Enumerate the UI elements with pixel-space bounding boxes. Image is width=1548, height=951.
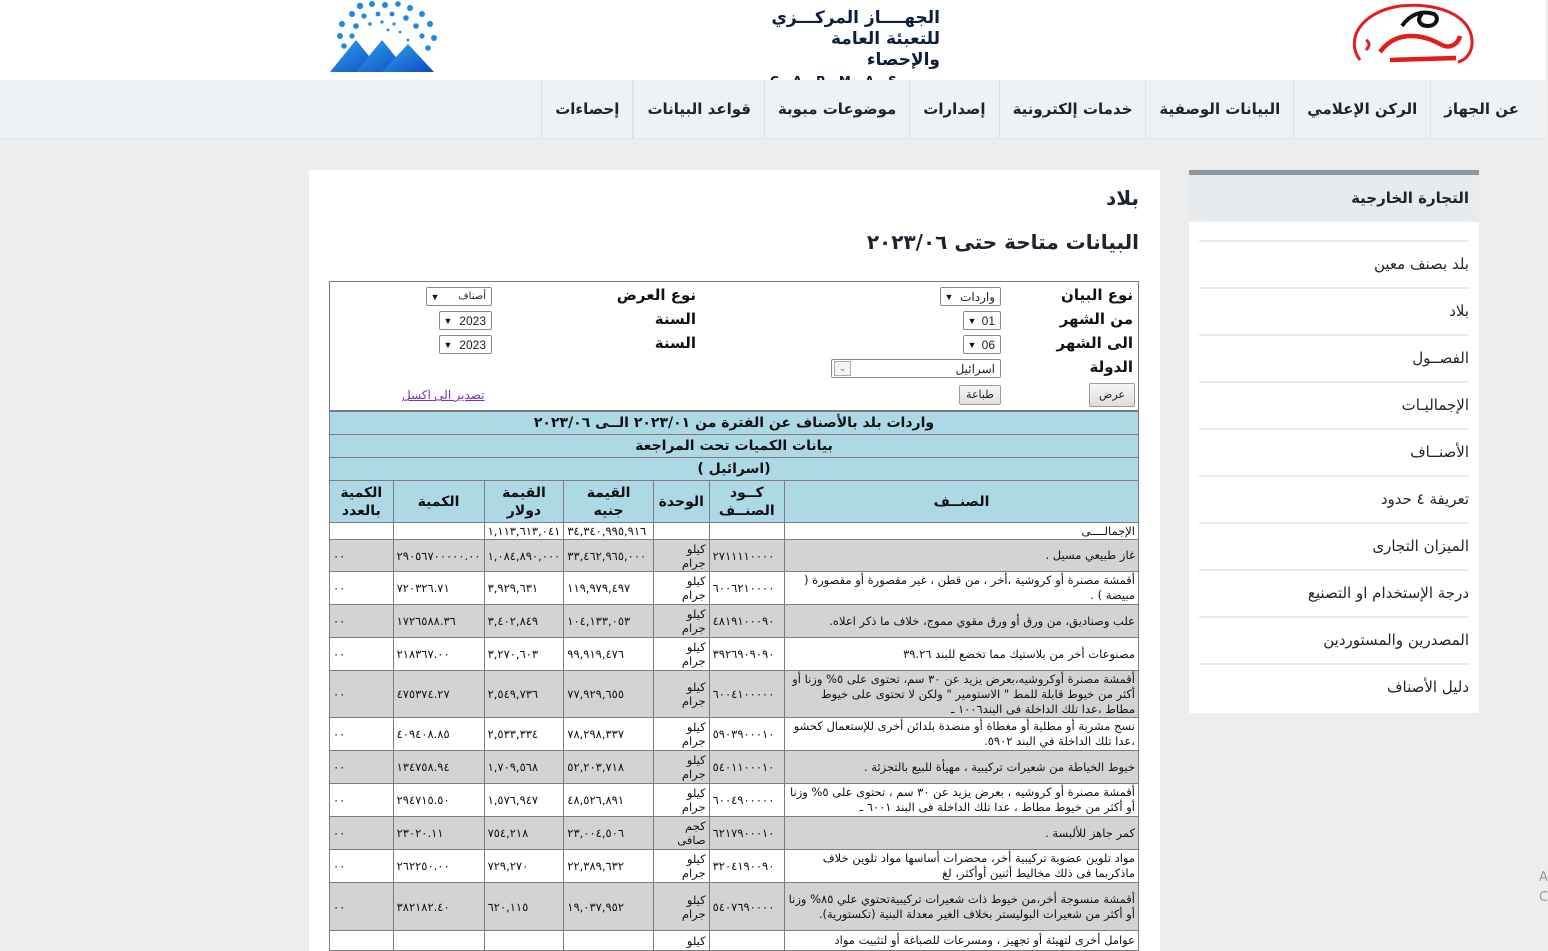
quantity-count: ٠٠ <box>330 718 394 751</box>
value-usd: ١,٠٨٤,٨٩٠,٠٠٠ <box>484 540 564 572</box>
item-unit <box>653 671 709 718</box>
table-row <box>330 540 1139 572</box>
unit-line1: كيلو <box>686 680 706 694</box>
sidebar-item-countries[interactable]: بلاد <box>1199 287 1469 334</box>
value-egp: ٢٢,٣٨٩,٦٣٢ <box>564 850 654 883</box>
sidebar <box>1189 170 1479 713</box>
unit-line1: كجم <box>685 819 706 833</box>
value-usd: ١,٧٠٩,٥٦٨ <box>484 751 564 784</box>
sidebar-item-exporters-importers[interactable]: المصدرين والمستوردين <box>1199 616 1469 663</box>
quantity-count: ٠٠ <box>330 572 394 605</box>
item-code: ٥٤٠٧٦٩٠٠٠٠ <box>709 883 784 931</box>
item-code: ٢٧١١١١٠٠٠٠ <box>709 540 784 572</box>
item-unit <box>653 883 709 931</box>
to-year-label: السنة <box>654 334 696 352</box>
site-header <box>0 0 1546 80</box>
quantity-count: ٠٠ <box>330 671 394 718</box>
quantity: ٢٣٠٢٠.١١ <box>393 817 484 850</box>
table-row <box>330 638 1139 671</box>
item-code: ٦٠٠٤١٠٠٠٠٠ <box>709 671 784 718</box>
value-egp: ٧٧,٩٢٩,٦٥٥ <box>564 671 654 718</box>
table-row <box>330 671 1139 718</box>
item-unit <box>653 638 709 671</box>
chevron-down-icon: ▼ <box>967 315 977 326</box>
sidebar-item-trade-balance[interactable]: الميزان التجارى <box>1199 522 1469 569</box>
unit-line2: جرام <box>681 621 706 635</box>
nav-item-metadata[interactable]: البيانات الوصفية <box>1145 80 1293 139</box>
unit-line2: جرام <box>681 588 706 602</box>
value-egp: ٢٣,٠٠٤,٥٠٦ <box>564 817 654 850</box>
chevron-down-icon: ▼ <box>443 339 453 350</box>
item-name: نسج مشربة أو مطلية أو مغطاة أو منضدة بلدائن أخرى للإستعمال كحشو ،عدا تلك الداخلة في البند ٥٩٠٢. <box>784 718 1138 751</box>
header-quantity: الكمية <box>393 481 484 523</box>
nav-item-databases[interactable]: قواعد البيانات <box>633 80 764 139</box>
sidebar-list <box>1199 222 1469 710</box>
nav-item-about[interactable]: عن الجهاز <box>1430 80 1532 139</box>
item-code: ٣٢٠٤١٩٠٠٩٠ <box>709 850 784 883</box>
header-value-usd: القيمة دولار <box>484 481 564 523</box>
to-month-select[interactable]: ▼ 06 <box>963 335 1001 354</box>
table-caption-review-note: بيانات الكميات تحت المراجعة <box>330 435 1139 458</box>
value-usd <box>484 931 564 951</box>
capmas-name-line2: للتعبئة العامة والإحصاء <box>831 29 940 70</box>
value-usd: ٣,٢٧٠,٦٠٣ <box>484 638 564 671</box>
item-code: ٦٠٠٤٩٠٠٠٠٠ <box>709 784 784 817</box>
value-usd: ١,٥٧٦,٩٤٧ <box>484 784 564 817</box>
table-row <box>330 931 1139 951</box>
unit-line1: كيلو <box>686 892 706 907</box>
item-name: عوامل أخرى لتهيئة أو تجهيز ، ومسرعات للصباغة أو لتثبيت مواد <box>784 931 1138 951</box>
item-unit <box>653 605 709 638</box>
item-name: خيوط الخياطة من شعيرات تركيبية ، مهيأة للبيع بالتجزئة . <box>784 751 1138 784</box>
data-availability-subtitle: البيانات متاحة حتى ٢٠٢٣/٠٦ <box>866 230 1139 254</box>
sidebar-item-usage-degree[interactable]: درجة الإستخدام او التصنيع <box>1199 569 1469 616</box>
table-row <box>330 784 1139 817</box>
unit-line2: جرام <box>681 694 706 708</box>
quantity-count: ٠٠ <box>330 605 394 638</box>
quantity-count <box>330 931 394 951</box>
chevron-down-icon: ⌄ <box>834 361 851 376</box>
chevron-down-icon: ▼ <box>430 291 440 302</box>
from-month-label: من الشهر <box>1059 310 1133 328</box>
table-row <box>330 572 1139 605</box>
value-egp: ٩٩,٩١٩,٤٧٦ <box>564 638 654 671</box>
table-caption-country: (اسرائيل ) <box>330 458 1139 481</box>
chevron-down-icon: ▼ <box>944 291 954 302</box>
table-body <box>330 540 1139 951</box>
item-unit <box>653 540 709 572</box>
unit-line2: جرام <box>681 734 706 748</box>
table-row <box>330 850 1139 883</box>
table-total-row <box>330 523 1139 540</box>
table-row <box>330 817 1139 850</box>
quantity: ١٣٤٧٥٨.٩٤ <box>393 751 484 784</box>
unit-line1: كيلو <box>686 852 706 866</box>
item-code: ٦٠٠٦٢١٠٠٠٠ <box>709 572 784 605</box>
item-code: ٥٩٠٣٩٠٠٠١٠ <box>709 718 784 751</box>
total-value-egp: ٣٤,٣٤٠,٩٩٥,٩١٦ <box>564 523 654 540</box>
sidebar-item-chapters[interactable]: الفصــول <box>1199 334 1469 381</box>
quantity-count: ٠٠ <box>330 850 394 883</box>
data-type-label: نوع البيان <box>1061 286 1133 304</box>
sidebar-title: التجارة الخارجية <box>1189 170 1479 222</box>
show-button[interactable]: عرض <box>1089 383 1135 407</box>
unit-line2: صافى <box>677 833 706 847</box>
nav-item-statistics[interactable]: إحصاءات <box>541 80 633 139</box>
value-usd: ٢,٥٤٩,٧٣٦ <box>484 671 564 718</box>
nav-item-e-services[interactable]: خدمات إلكترونية <box>999 80 1146 139</box>
capmas-logo[interactable] <box>330 0 940 74</box>
value-usd: ٣,٩٢٩,٦٣١ <box>484 572 564 605</box>
country-label: الدولة <box>1089 358 1133 376</box>
table-row <box>330 718 1139 751</box>
capmas-pyramids-icon <box>330 0 445 74</box>
unit-line1: كيلو <box>686 786 706 800</box>
page-edge-text: A C <box>1539 870 1548 905</box>
filter-form <box>329 281 1139 411</box>
unit-line1: كيلو <box>686 574 706 588</box>
nav-list <box>541 80 1532 139</box>
sidebar-item-tariff-4-digit[interactable]: تعريفة ٤ حدود <box>1199 475 1469 522</box>
capmas-logo-text <box>770 8 940 88</box>
value-egp: ٥٢,٢٠٣,٧١٨ <box>564 751 654 784</box>
main-navbar <box>0 80 1546 139</box>
header-unit: الوحدة <box>653 481 709 523</box>
header-value-egp: القيمة جنيه <box>564 481 654 523</box>
value-egp: ١١٩,٩٧٩,٤٩٧ <box>564 572 654 605</box>
item-unit <box>653 931 709 951</box>
value-egp: ٤٨,٥٢٦,٨٩١ <box>564 784 654 817</box>
item-name: أقمشة منسوجة أخر،من خيوط ذات شعيرات تركيبيةتحتوي علي ٨٥% وزنا أو أكثر من شعيرات البوليستر بخلاف الغير معدلة البنية (تكستورية). <box>784 883 1138 931</box>
item-code <box>709 931 784 951</box>
item-unit <box>653 850 709 883</box>
nav-item-media-corner[interactable]: الركن الإعلامي <box>1293 80 1430 139</box>
table-row <box>330 605 1139 638</box>
quantity: ٢١٨٣٦٧.٠٠ <box>393 638 484 671</box>
item-unit <box>653 751 709 784</box>
unit-line2: جرام <box>681 906 706 921</box>
unit-line2: جرام <box>681 555 706 570</box>
quantity-count: ٠٠ <box>330 638 394 671</box>
value-usd: ٢,٥٣٣,٣٣٤ <box>484 718 564 751</box>
item-name: أقمشة مصنرة أو كروشيه ، بعرض يزيد عن ٣٠ سم ، تحتوى على ٥% وزنا أو أكثر من خيوط مطاط ، عدا تلك الداخلة فى البند ٦٠٠١ ـ <box>784 784 1138 817</box>
capmas-name-line1: الجهــــاز المركـــزي <box>771 8 940 28</box>
item-name: أقمشة مصنرة أو كروشية ،أخر ، من قطن ، غير مقصورة أو مقصورة ( مبيضة ) . <box>784 572 1138 605</box>
item-unit <box>653 784 709 817</box>
item-name: غاز طبيعي مسيل . <box>784 540 1138 572</box>
chevron-down-icon: ▼ <box>443 315 453 326</box>
item-name: مصنوعات أخر من بلاستيك مما تخضع للبند ٣٩.٢٦ <box>784 638 1138 671</box>
country-select[interactable]: ⌄ اسرائيل <box>831 359 1001 378</box>
from-month-select[interactable]: ▼ 01 <box>963 311 1001 330</box>
data-type-select[interactable]: ▼ واردات <box>940 287 1001 306</box>
item-name: كمر جاهز للألبسة . <box>784 817 1138 850</box>
header-item-code: كــود الصنــف <box>709 481 784 523</box>
table-caption-period: واردات بلد بالأصناف عن الفترة من ٢٠٢٣/٠١ الــى ٢٠٢٣/٠٦ <box>330 412 1139 435</box>
item-unit <box>653 718 709 751</box>
value-usd: ٧٥٤,٢١٨ <box>484 817 564 850</box>
quantity-count: ٠٠ <box>330 817 394 850</box>
total-value-usd: ١,١١٣,٦١٣,٠٤١ <box>484 523 564 540</box>
item-code: ٣٩٢٦٩٠٩٠٩٠ <box>709 638 784 671</box>
misr-ehsaa-logo[interactable] <box>1340 0 1480 70</box>
item-unit <box>653 572 709 605</box>
quantity <box>393 931 484 951</box>
sidebar-item-totals[interactable]: الإجماليـات <box>1199 381 1469 428</box>
value-usd: ٦٢٠,١١٥ <box>484 883 564 931</box>
to-year-select[interactable]: ▼ 2023 <box>439 335 492 354</box>
sidebar-item-items[interactable]: الأصنــاف <box>1199 428 1469 475</box>
value-egp: ٣٣,٤٦٢,٩٦٥,٠٠٠ <box>564 540 654 572</box>
quantity: ٢٩٠٥٦٧٠٠٠٠٠.٠٠ <box>393 540 484 572</box>
quantity-count: ٠٠ <box>330 883 394 931</box>
print-button[interactable]: طباعة <box>959 385 1001 405</box>
from-year-select[interactable]: ▼ 2023 <box>439 311 492 330</box>
export-to-excel-link[interactable]: تصدير الى اكسل <box>402 388 485 402</box>
unit-line1: كيلو <box>686 640 706 654</box>
quantity: ٤٠٩٤٠٨.٨٥ <box>393 718 484 751</box>
unit-line1: كيلو <box>686 933 706 948</box>
main-content <box>309 170 1160 951</box>
item-unit <box>653 817 709 850</box>
misr-ehsaa-logo-icon <box>1340 0 1480 70</box>
quantity: ١٧٢٦٥٨٨.٣٦ <box>393 605 484 638</box>
quantity-count: ٠٠ <box>330 751 394 784</box>
unit-line1: كيلو <box>686 720 706 734</box>
unit-line1: كيلو <box>686 541 706 556</box>
quantity: ٢٦٢٢٥٠.٠٠ <box>393 850 484 883</box>
quantity-count: ٠٠ <box>330 784 394 817</box>
value-usd: ٣,٤٠٢,٨٤٩ <box>484 605 564 638</box>
total-label: الإجمالــــى <box>784 523 1138 540</box>
quantity-count: ٠٠ <box>330 540 394 572</box>
view-type-label: نوع العرض <box>616 286 696 304</box>
quantity: ٣٨٢١٨٢.٤٠ <box>393 883 484 931</box>
unit-line1: كيلو <box>686 753 706 767</box>
to-month-label: الى الشهر <box>1056 334 1133 352</box>
unit-line2: جرام <box>681 767 706 781</box>
item-code: ٦٢١٧٩٠٠٠١٠ <box>709 817 784 850</box>
value-egp: ١٩,٠٣٧,٩٥٢ <box>564 883 654 931</box>
value-egp <box>564 931 654 951</box>
sidebar-item-country-by-item[interactable]: بلد بصنف معين <box>1199 240 1469 287</box>
item-code: ٥٤٠١١٠٠٠١٠ <box>709 751 784 784</box>
header-item: الصنــف <box>784 481 1138 523</box>
from-year-label: السنة <box>654 310 696 328</box>
unit-line1: كيلو <box>686 607 706 621</box>
item-name: علب وصناديق، من ورق أو ورق مقوي مموج، خلاف ما ذكر اعلاه. <box>784 605 1138 638</box>
imports-data-table <box>329 411 1139 951</box>
quantity: ٧٢٠٣٢٦.٧١ <box>393 572 484 605</box>
value-egp: ١٠٤,١٣٣,٠٥٣ <box>564 605 654 638</box>
unit-line2: جرام <box>681 654 706 668</box>
unit-line2: جرام <box>681 800 706 814</box>
nav-item-classified-topics[interactable]: موضوعات مبوبة <box>764 80 909 139</box>
header-quantity-count: الكمية بالعدد <box>330 481 394 523</box>
table-header-row <box>330 481 1139 523</box>
item-code: ٤٨١٩١٠٠٠٩٠ <box>709 605 784 638</box>
unit-line2: جرام <box>681 866 706 880</box>
chevron-down-icon: ▼ <box>967 339 977 350</box>
table-row <box>330 751 1139 784</box>
value-egp: ٧٨,٢٩٨,٣٣٧ <box>564 718 654 751</box>
page-title: بلاد <box>1106 186 1139 210</box>
nav-item-publications[interactable]: إصدارات <box>909 80 998 139</box>
quantity: ٢٩٤٧١٥.٥٠ <box>393 784 484 817</box>
item-name: أقمشة مصنرة أوكروشيه،بعرض يزيد عن ٣٠ سم، تحتوى على ٥% وزنا أو أكثر من خيوط قابلة للمط " الاستومير " ولكن لا تحتوى على خيوط مطاط ،عدا تلك الداخلة فى البند١٠٠٦ ـ <box>784 671 1138 718</box>
view-type-select[interactable]: ▼ أصناف <box>426 287 492 306</box>
sidebar-item-items-guide[interactable]: دليل الأصناف <box>1199 663 1469 710</box>
value-usd: ٧٢٩,٢٧٠ <box>484 850 564 883</box>
table-row <box>330 883 1139 931</box>
item-name: مواد تلوين عضوية تركيبية أخر، محضرات أساسها مواد تلوين خلاف ماذكربما فى ذلك مخاليط أثنين أوأكثر، لغ <box>784 850 1138 883</box>
quantity: ٤٧٥٣٧٤.٢٧ <box>393 671 484 718</box>
